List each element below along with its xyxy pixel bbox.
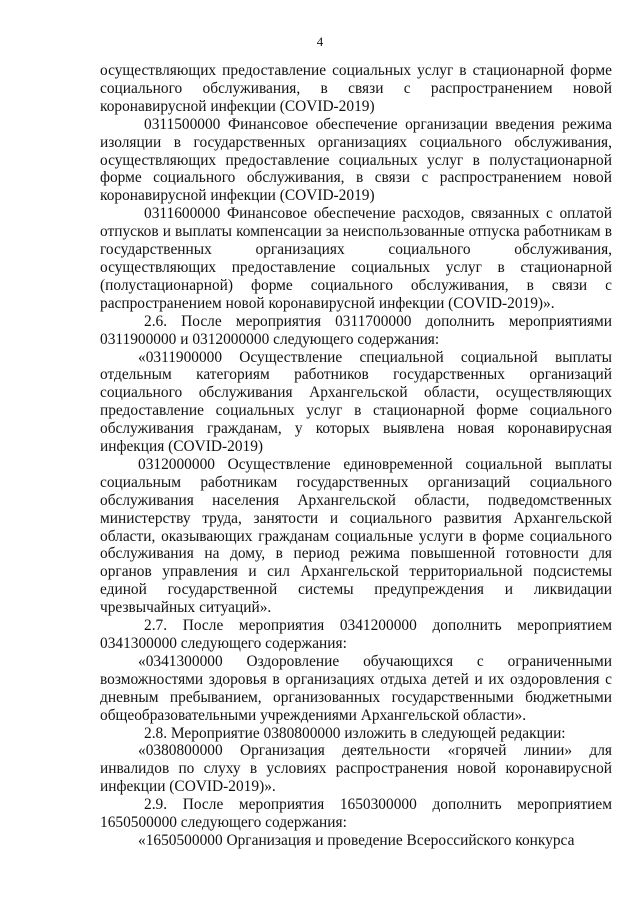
paragraph-0311500000: 0311500000 Финансовое обеспечение организации введения режима изоляции в государственных организациях социального обслуживания, осуществляющих предоставление социальных услуг в полустационарной форме социального обслуживания, в связи с распространением новой коронавирусной инфекции (COVID-2019) [100, 115, 612, 205]
paragraph-0312000000: 0312000000 Осуществление единовременной социальной выплаты социальным работникам государственных организаций социального обслуживания населения Архангельской области, подведомственных министерству труда, занятости и социального развития Архангельской области, оказывающих гражданам социальные услуги в форме социального обслуживания на дому, в период режима повышенной готовности для органов управления и сил Архангельской территориальной подсистемы единой государственной системы предупреждения и ликвидации чрезвычайных ситуаций». [100, 455, 612, 617]
paragraph-item-2-7: 2.7. После мероприятия 0341200000 дополнить мероприятием 0341300000 следующего содержания: [100, 617, 612, 652]
document-body [100, 62, 612, 850]
paragraph-item-2-8: 2.8. Мероприятие 0380800000 изложить в следующей редакции: [144, 724, 566, 742]
paragraph-item-2-9: 2.9. После мероприятия 1650300000 дополнить мероприятием 1650500000 следующего содержания: [100, 796, 612, 832]
paragraph-continuation: осуществляющих предоставление социальных услуг в стационарной форме социального обслуживания, в связи с распространением новой коронавирусной инфекции (COVID-2019) [100, 62, 612, 115]
paragraph-0311900000: «0311900000 Осуществление специальной социальной выплаты отдельным категориям работников государственных организаций социального обслуживания Архангельской области, осуществляющих предоставление социальных услуг в стационарной форме социального обслуживания гражданам, у которых выявлена новая коронавирусная инфекция (COVID-2019) [100, 348, 612, 456]
page-number: 4 [316, 34, 324, 49]
paragraph-0341300000: «0341300000 Оздоровление обучающихся с ограниченными возможностями здоровья в организациях отдыха детей и их оздоровления с дневным пребыванием, организованных государственными бюджетными общеобразовательными учреждениями Архангельской области». [100, 652, 612, 724]
paragraph-0380800000: «0380800000 Организация деятельности «горячей линии» для инвалидов по слуху в условиях распространения новой коронавирусной инфекции (COVID-2019)». [100, 742, 612, 796]
paragraph-0311600000: 0311600000 Финансовое обеспечение расходов, связанных с оплатой отпусков и выплаты компенсации за неиспользованные отпуска работникам в государственных организациях социального обслуживания, осуществляющих предоставление социальных услуг в стационарной (полустационарной) форме социального обслуживания, в связи с распространением новой коронавирусной инфекции (COVID-2019)». [100, 205, 612, 312]
paragraph-1650500000: «1650500000 Организация и проведение Всероссийского конкурса [138, 831, 575, 849]
paragraph-item-2-6: 2.6. После мероприятия 0311700000 дополнить мероприятиями 0311900000 и 0312000000 следующего содержания: [100, 312, 612, 348]
